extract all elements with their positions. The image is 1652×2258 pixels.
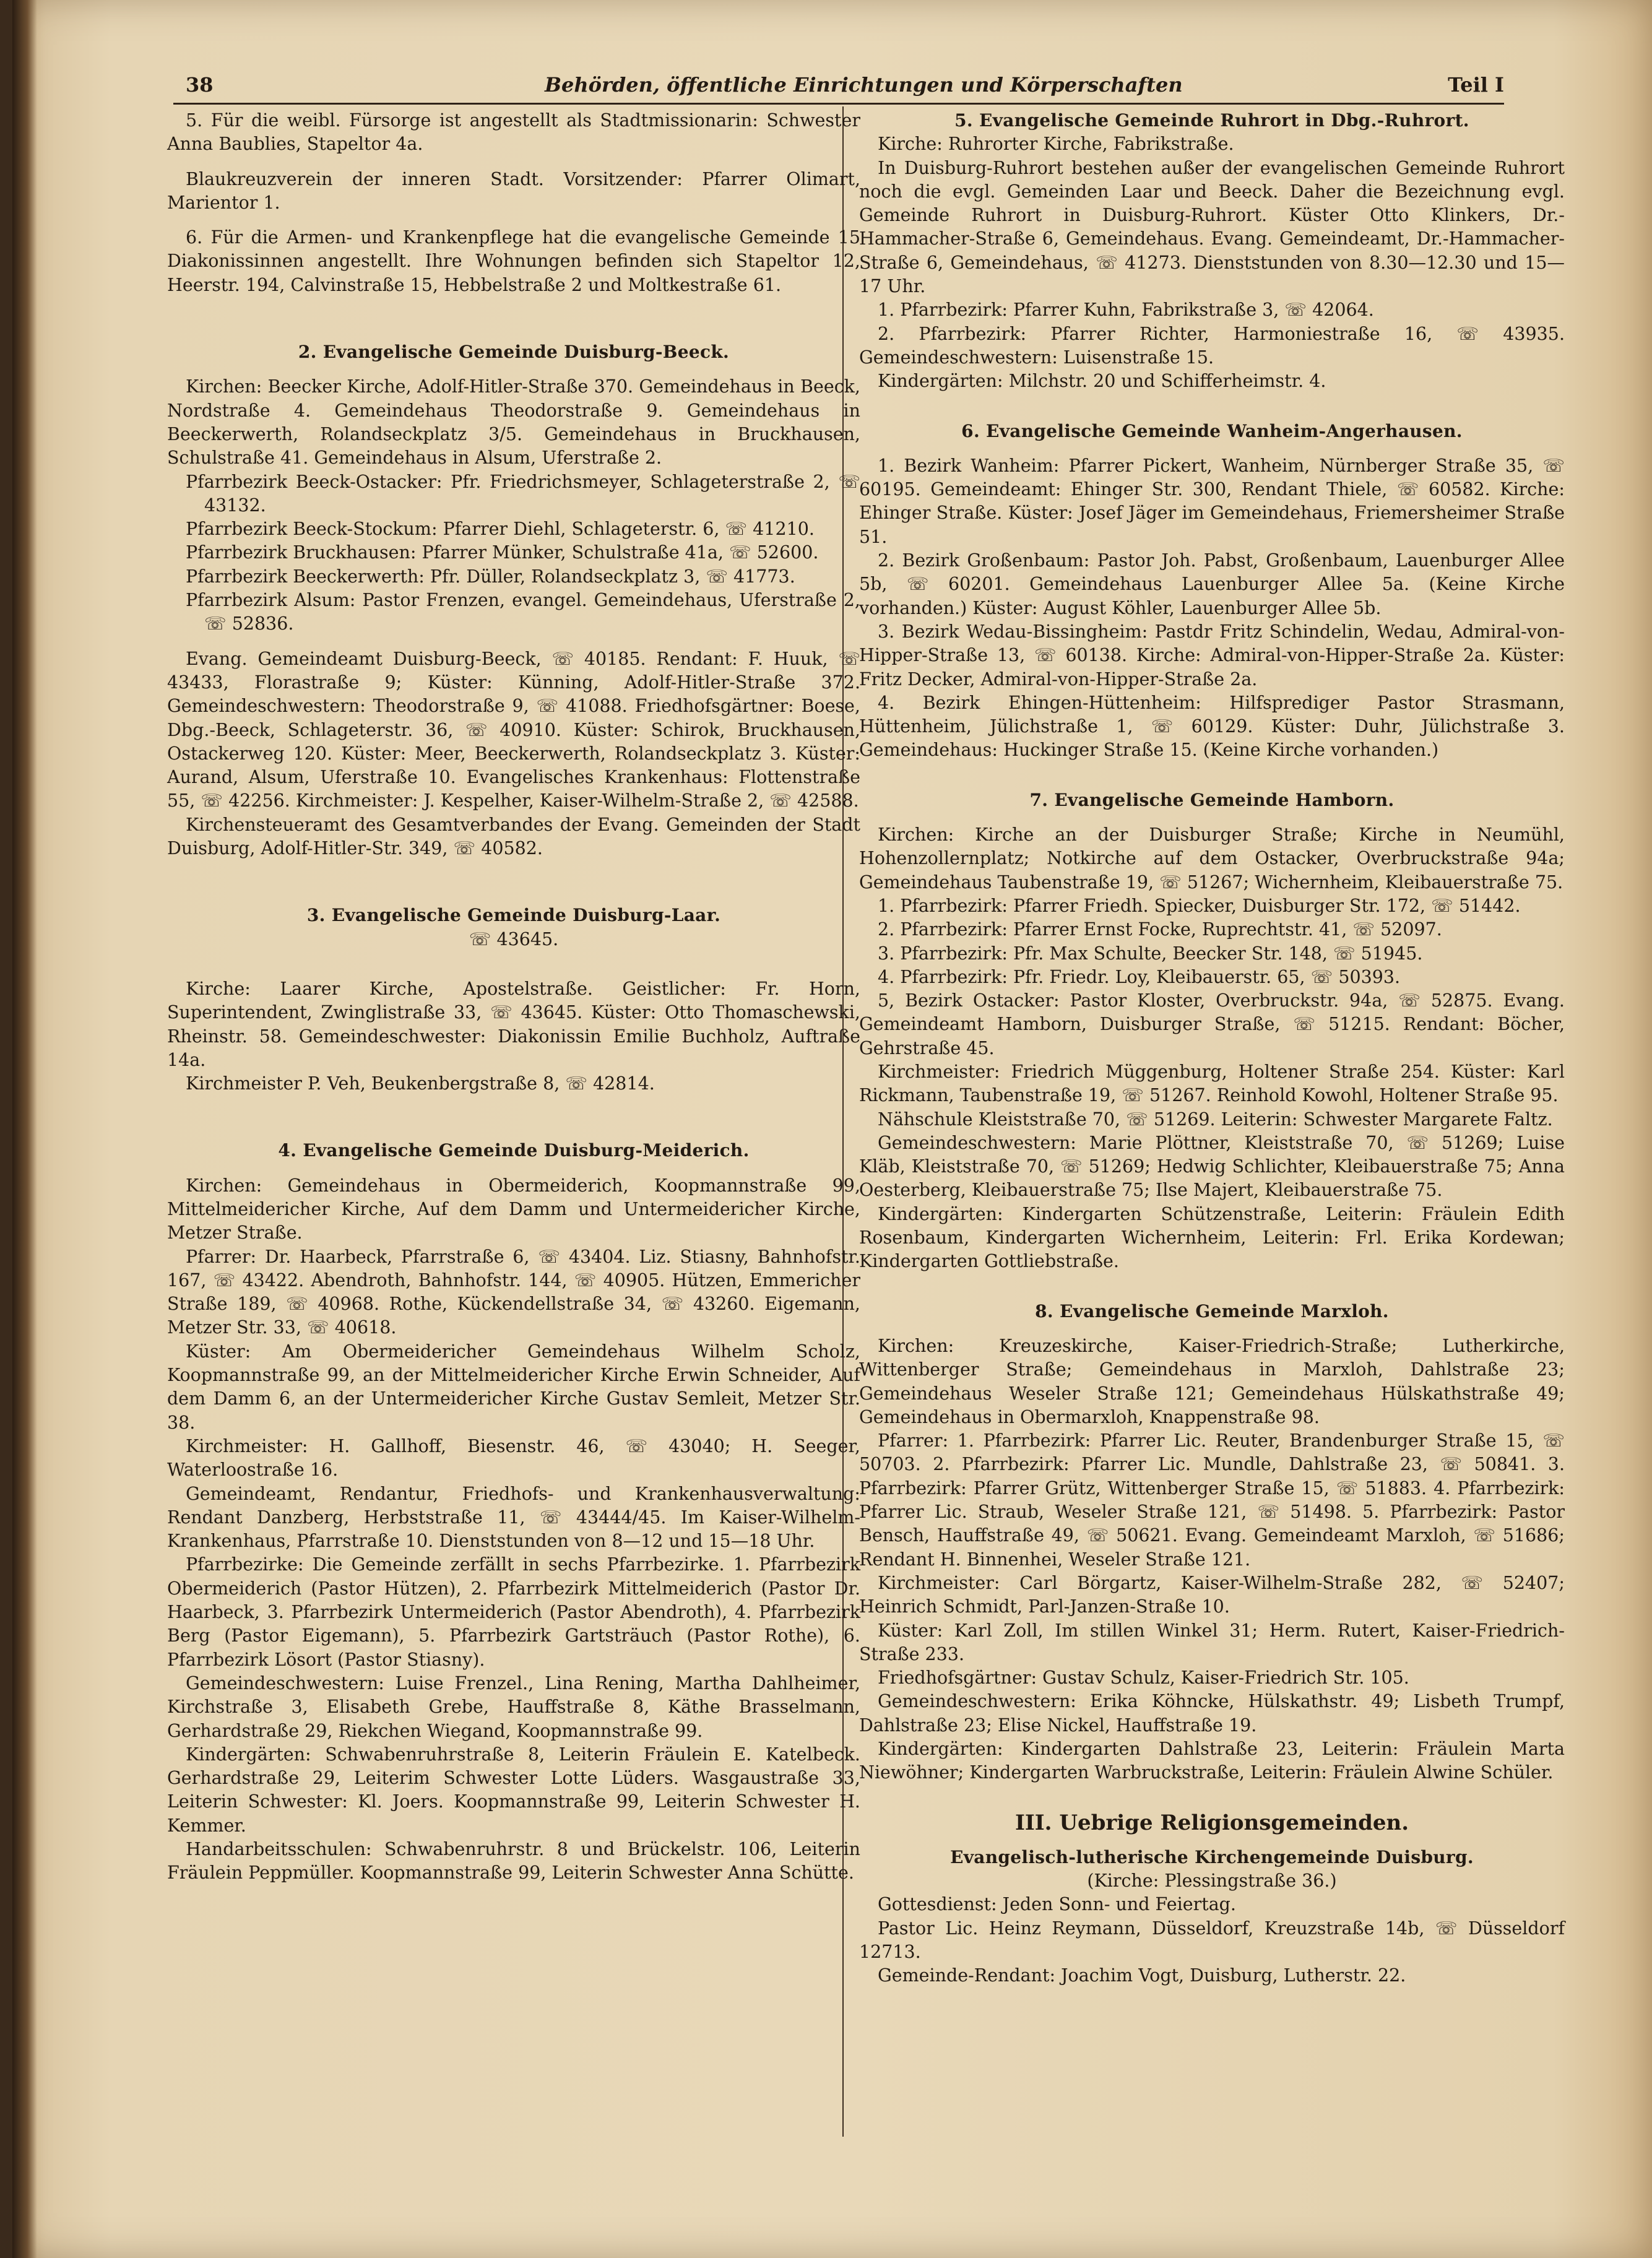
- paragraph: Kirchen: Kirche an der Duisburger Straße; Kirche in Neumühl, Hohenzollernplatz; Notkirche auf dem Ostacker, Overbruckstraße 94a; Gemeindehaus Taubenstraße 19, ☏ 51267; Wichernheim, Kleibauerstraße 75.: [859, 824, 1565, 893]
- paragraph: Nähschule Kleiststraße 70, ☏ 51269. Leiterin: Schwester Margarete Faltz.: [878, 1109, 1553, 1130]
- spacer: [859, 1835, 1565, 1846]
- centered-note: (Kirche: Plessingstraße 36.): [1087, 1871, 1337, 1892]
- spacer: [167, 157, 860, 168]
- paragraph: Pfarrbezirk Bruckhausen: Pfarrer Münker, Schulstraße 41a, ☏ 52600.: [186, 542, 819, 563]
- paragraph: 5. Für die weibl. Fürsorge ist angestellt als Stadtmissionarin: Schwester Anna Baublies, Stapeltor 4a.: [167, 110, 860, 155]
- page-part-label: Teil I: [1448, 73, 1504, 97]
- paragraph: Pfarrbezirk Beeckerwerth: Pfr. Düller, Rolandseckplatz 3, ☏ 41773.: [186, 566, 795, 587]
- paragraph: Kirchmeister: Friedrich Müggenburg, Holtener Straße 254. Küster: Karl Rickmann, Taubenstraße 19, ☏ 51267. Reinhold Kowohl, Holtener Straße 95.: [859, 1061, 1565, 1106]
- spacer: [859, 812, 1565, 823]
- right-column: [859, 109, 1565, 1988]
- section-heading: 4. Evangelische Gemeinde Duisburg-Meiderich.: [278, 1140, 750, 1161]
- paragraph: Kirchen: Kreuzeskirche, Kaiser-Friedrich-Straße; Lutherkirche, Wittenberger Straße; Gemeindehaus in Marxloh, Dahlstraße 23; Gemeindehaus Weseler Straße 121; Gemeindehaus Hülskathstraße 49; Gemeindehaus in Obermarxloh, Knappenstraße 98.: [859, 1335, 1565, 1427]
- section-heading: 2. Evangelische Gemeinde Duisburg-Beeck.: [298, 342, 730, 363]
- paragraph: Kirchmeister: H. Gallhoff, Biesenstr. 46, ☏ 43040; H. Seeger, Waterloostraße 16.: [167, 1435, 860, 1481]
- paragraph: Blaukreuzverein der inneren Stadt. Vorsitzender: Pfarrer Olimart, Marientor 1.: [167, 168, 860, 213]
- paragraph: 1. Pfarrbezirk: Pfarrer Friedh. Spiecker, Duisburger Str. 172, ☏ 51442.: [878, 895, 1521, 916]
- spacer: [167, 215, 860, 226]
- header-rule: [173, 103, 1504, 105]
- paragraph: Pfarrbezirk Beeck-Stockum: Pfarrer Diehl, Schlageterstr. 6, ☏ 41210.: [186, 519, 815, 540]
- paragraph: 4. Bezirk Ehingen-Hüttenheim: Hilfsprediger Pastor Strasmann, Hüttenheim, Jülichstraße 1, ☏ 60129. Küster: Duhr, Jülichstraße 3. Gemeindehaus: Huckinger Straße 15. (Keine Kirche vorhanden.): [859, 692, 1565, 761]
- paragraph: 2. Pfarrbezirk: Pfarrer Ernst Focke, Ruprechtstr. 41, ☏ 52097.: [878, 919, 1442, 940]
- paragraph: 4. Pfarrbezirk: Pfr. Friedr. Loy, Kleibauerstr. 65, ☏ 50393.: [878, 966, 1401, 987]
- centered-note: ☏ 43645.: [469, 928, 559, 949]
- paragraph: 2. Pfarrbezirk: Pfarrer Richter, Harmoniestraße 16, ☏ 43935. Gemeindeschwestern: Luisenstraße 15.: [859, 323, 1565, 368]
- paragraph: Kindergärten: Kindergarten Dahlstraße 23, Leiterin: Fräulein Marta Niewöhner; Kindergarten Warbruckstraße, Leiterin: Fräulein Alwine Schüler.: [859, 1739, 1565, 1783]
- spacer: [859, 1323, 1565, 1334]
- paragraph: Gemeinde-Rendant: Joachim Vogt, Duisburg, Lutherstr. 22.: [878, 1965, 1406, 1986]
- page-header: [173, 73, 1504, 106]
- spacer: [167, 1096, 860, 1139]
- paragraph: Pfarrbezirk Beeck-Ostacker: Pfr. Friedrichsmeyer, Schlageterstraße 2, ☏ 43132.: [186, 471, 860, 516]
- paragraph: Pfarrbezirk Alsum: Pastor Frenzen, evangel. Gemeindehaus, Uferstraße 2, ☏ 52836.: [186, 590, 860, 634]
- section-heading: 5. Evangelische Gemeinde Ruhrort in Dbg.-Ruhrort.: [954, 110, 1469, 131]
- paragraph: Gemeindeschwestern: Erika Köhncke, Hülskathstr. 49; Lisbeth Trumpf, Dahlstraße 23; Elise Nickel, Hauffstraße 19.: [859, 1691, 1565, 1736]
- paragraph: 1. Bezirk Wanheim: Pfarrer Pickert, Wanheim, Nürnberger Straße 35, ☏ 60195. Gemeindeamt: Ehinger Str. 300, Rendant Thiele, ☏ 60582. Kirche: Ehinger Straße. Küster: Josef Jäger im Gemeindehaus, Friemersheimer Straße 51.: [859, 455, 1565, 547]
- document-page: [12, 0, 1652, 2258]
- paragraph: Gottesdienst: Jeden Sonn- und Feiertag.: [878, 1894, 1236, 1915]
- paragraph: Pfarrbezirke: Die Gemeinde zerfällt in sechs Pfarrbezirke. 1. Pfarrbezirk Obermeiderich (Pastor Hützen), 2. Pfarrbezirk Mittelmeiderich (Pastor Dr. Haarbeck, 3. Pfarrbezirk Untermeiderich (Pastor Abendroth), 4. Pfarrbezirk Berg (Pastor Eigemann), 5. Pfarrbezirk Gartsträuch (Pastor Rothe), 6. Pfarrbezirk Lösort (Pastor Stiasny).: [167, 1554, 860, 1670]
- section-heading: 8. Evangelische Gemeinde Marxloh.: [1035, 1300, 1389, 1321]
- spacer: [859, 394, 1565, 420]
- paragraph: 3. Pfarrbezirk: Pfr. Max Schulte, Beecker Str. 148, ☏ 51945.: [878, 943, 1423, 964]
- section-heading: 7. Evangelische Gemeinde Hamborn.: [1029, 789, 1395, 810]
- paragraph: Evang. Gemeindeamt Duisburg-Beeck, ☏ 40185. Rendant: F. Huuk, ☏ 43433, Florastraße 9; Küster: Künning, Adolf-Hitler-Straße 372. Gemeindeschwestern: Theodorstraße 9, ☏ 41088. Friedhofsgärtner: Boese, Dbg.-Beeck, Schlageterstr. 36, ☏ 40910. Küster: Schirok, Bruckhausen, Ostackerweg 120. Küster: Meer, Beeckerwerth, Rolandseckplatz 3. Küster: Aurand, Alsum, Uferstraße 10. Evangelisches Krankenhaus: Flottenstraße 55, ☏ 42256. Kirchmeister: J. Kespelher, Kaiser-Wilhelm-Straße 2, ☏ 42588.: [167, 648, 860, 811]
- page-number: 38: [186, 73, 214, 97]
- paragraph: Kirche: Laarer Kirche, Apostelstraße. Geistlicher: Fr. Horn, Superintendent, Zwinglistraße 33, ☏ 43645. Küster: Otto Thomaschewski, Rheinstr. 58. Gemeindeschwester: Diakonissin Emilie Buchholz, Auftraße 14a.: [167, 978, 860, 1070]
- paragraph: 2. Bezirk Großenbaum: Pastor Joh. Pabst, Großenbaum, Lauenburger Allee 5b, ☏ 60201. Gemeindehaus Lauenburger Allee 5a. (Keine Kirche vorhanden.) Küster: August Köhler, Lauenburger Allee 5b.: [859, 550, 1565, 618]
- spacer: [167, 951, 860, 977]
- spacer: [859, 1785, 1565, 1811]
- paragraph: Pfarrer: Dr. Haarbeck, Pfarrstraße 6, ☏ 43404. Liz. Stiasny, Bahnhofstr. 167, ☏ 43422. Abendroth, Bahnhofstr. 144, ☏ 40905. Hützen, Emmericher Straße 189, ☏ 40968. Rothe, Kückendellstraße 34, ☏ 43260. Eigemann, Metzer Str. 33, ☏ 40618.: [167, 1246, 860, 1338]
- paragraph: Kindergärten: Schwabenruhrstraße 8, Leiterin Fräulein E. Katelbeck. Gerhardstraße 29, Leiterim Schwester Lotte Lüders. Wasgaustraße 33, Leiterin Schwester: Kl. Joers. Koopmannstraße 99, Leiterin Schwester H. Kemmer.: [167, 1744, 860, 1836]
- paragraph: Gemeindeamt, Rendantur, Friedhofs- und Krankenhausverwaltung: Rendant Danzberg, Herbststraße 11, ☏ 43444/45. Im Kaiser-Wilhelm-Krankenhaus, Pfarrstraße 10. Dienststunden von 8—12 und 15—18 Uhr.: [167, 1483, 860, 1552]
- paragraph: 6. Für die Armen- und Krankenpflege hat die evangelische Gemeinde 15 Diakonissinnen angestellt. Ihre Wohnungen befinden sich Stapeltor 12, Heerstr. 194, Calvinstraße 15, Hebbelstraße 2 und Moltkestraße 61.: [167, 227, 860, 295]
- section-heading: 6. Evangelische Gemeinde Wanheim-Angerhausen.: [961, 420, 1463, 441]
- paragraph: Kindergärten: Milchstr. 20 und Schifferheimstr. 4.: [878, 371, 1326, 392]
- spacer: [859, 1274, 1565, 1300]
- paragraph: 1. Pfarrbezirk: Pfarrer Kuhn, Fabrikstraße 3, ☏ 42064.: [878, 300, 1374, 321]
- paragraph: Friedhofsgärtner: Gustav Schulz, Kaiser-Friedrich Str. 105.: [878, 1668, 1409, 1689]
- paragraph: Küster: Karl Zoll, Im stillen Winkel 31; Herm. Rutert, Kaiser-Friedrich-Straße 233.: [859, 1620, 1565, 1664]
- spacer: [167, 297, 860, 340]
- spacer: [167, 1163, 860, 1174]
- paragraph: Kirchensteueramt des Gesamtverbandes der Evang. Gemeinden der Stadt Duisburg, Adolf-Hitler-Str. 349, ☏ 40582.: [167, 814, 860, 859]
- spacer: [167, 860, 860, 904]
- paragraph: 5, Bezirk Ostacker: Pastor Kloster, Overbruckstr. 94a, ☏ 52875. Evang. Gemeindeamt Hamborn, Duisburger Straße, ☏ 51215. Rendant: Böcher, Gehrstraße 45.: [859, 990, 1565, 1058]
- spacer: [167, 636, 860, 647]
- section-heading: 3. Evangelische Gemeinde Duisburg-Laar.: [306, 905, 721, 926]
- page-binding-edge: [12, 0, 37, 2258]
- section-heading: Evangelisch-lutherische Kirchengemeinde Duisburg.: [950, 1846, 1474, 1867]
- paragraph: Kirchen: Beecker Kirche, Adolf-Hitler-Straße 370. Gemeindehaus in Beeck, Nordstraße 4. Gemeindehaus Theodorstraße 9. Gemeindehaus in Beeckerwerth, Rolandseckplatz 3/5. Gemeindehaus in Bruckhausen, Schulstraße 41. Gemeindehaus in Alsum, Uferstraße 2.: [167, 376, 860, 469]
- paragraph: Gemeindeschwestern: Luise Frenzel., Lina Rening, Martha Dahlheimer, Kirchstraße 3, Elisabeth Grebe, Hauffstraße 8, Käthe Brasselmann, Gerhardstraße 29, Riekchen Wiegand, Koopmannstraße 99.: [167, 1672, 860, 1741]
- paragraph: Gemeindeschwestern: Marie Plöttner, Kleiststraße 70, ☏ 51269; Luise Kläb, Kleiststraße 70, ☏ 51269; Hedwig Schlichter, Kleibauerstraße 75; Anna Oesterberg, Kleibauerstraße 75; Ilse Majert, Kleibauerstraße 75.: [859, 1132, 1565, 1201]
- paragraph: In Duisburg-Ruhrort bestehen außer der evangelischen Gemeinde Ruhrort noch die evgl. Gemeinden Laar und Beeck. Daher die Bezeichnung evgl. Gemeinde Ruhrort in Duisburg-Ruhrort. Küster Otto Klinkers, Dr.-Hammacher-Straße 6, Gemeindehaus. Evang. Gemeindeamt, Dr.-Hammacher-Straße 6, Gemeindehaus, ☏ 41273. Dienststunden von 8.30—12.30 und 15—17 Uhr.: [859, 157, 1565, 297]
- paragraph: Kindergärten: Kindergarten Schützenstraße, Leiterin: Fräulein Edith Rosenbaum, Kindergarten Wichernheim, Leiterin: Frl. Erika Kordewan; Kindergarten Gottliebstraße.: [859, 1203, 1565, 1272]
- paragraph: Küster: Am Obermeidericher Gemeindehaus Wilhelm Scholz, Koopmannstraße 99, an der Mittelmeidericher Kirche Erwin Schneider, Auf dem Damm 6, an der Untermeidericher Kirche Gustav Semleit, Metzer Str. 38.: [167, 1341, 860, 1433]
- spacer: [859, 763, 1565, 789]
- paragraph: Kirchen: Gemeindehaus in Obermeiderich, Koopmannstraße 99, Mittelmeidericher Kirche, Auf dem Damm und Untermeidericher Kirche, Metzer Straße.: [167, 1175, 860, 1244]
- spacer: [167, 364, 860, 375]
- paragraph: 3. Bezirk Wedau-Bissingheim: Pastdr Fritz Schindelin, Wedau, Admiral-von-Hipper-Straße 13, ☏ 60138. Kirche: Admiral-von-Hipper-Straße 2a. Küster: Fritz Decker, Admiral-von-Hipper-Straße 2a.: [859, 621, 1565, 690]
- section-heading: III. Uebrige Religionsgemeinden.: [1014, 1810, 1409, 1835]
- paragraph: Pfarrer: 1. Pfarrbezirk: Pfarrer Lic. Reuter, Brandenburger Straße 15, ☏ 50703. 2. Pfarrbezirk: Pfarrer Lic. Mundle, Dahlstraße 23, ☏ 50841. 3. Pfarrbezirk: Pfarrer Grütz, Wittenberger Straße 15, ☏ 51883. 4. Pfarrbezirk: Pfarrer Lic. Straub, Weseler Straße 121, ☏ 51498. 5. Pfarrbezirk: Pastor Bensch, Hauffstraße 49, ☏ 50621. Evang. Gemeindeamt Marxloh, ☏ 51686; Rendant H. Binnenhei, Weseler Straße 121.: [859, 1430, 1565, 1570]
- page-running-title: Behörden, öffentliche Einrichtungen und Körperschaften: [545, 73, 1183, 97]
- paragraph: Pastor Lic. Heinz Reymann, Düsseldorf, Kreuzstraße 14b, ☏ Düsseldorf 12713.: [859, 1918, 1565, 1963]
- paragraph: Kirchmeister: Carl Börgartz, Kaiser-Wilhelm-Straße 282, ☏ 52407; Heinrich Schmidt, Parl-Janzen-Straße 10.: [859, 1572, 1565, 1617]
- paragraph: Kirche: Ruhrorter Kirche, Fabrikstraße.: [878, 134, 1234, 155]
- spacer: [859, 443, 1565, 454]
- left-column: [167, 109, 860, 1885]
- paragraph: Kirchmeister P. Veh, Beukenbergstraße 8, ☏ 42814.: [186, 1073, 655, 1094]
- paragraph: Handarbeitsschulen: Schwabenruhrstr. 8 und Brückelstr. 106, Leiterin Fräulein Peppmüller. Koopmannstraße 99, Leiterin Schwester Anna Schütte.: [167, 1839, 860, 1884]
